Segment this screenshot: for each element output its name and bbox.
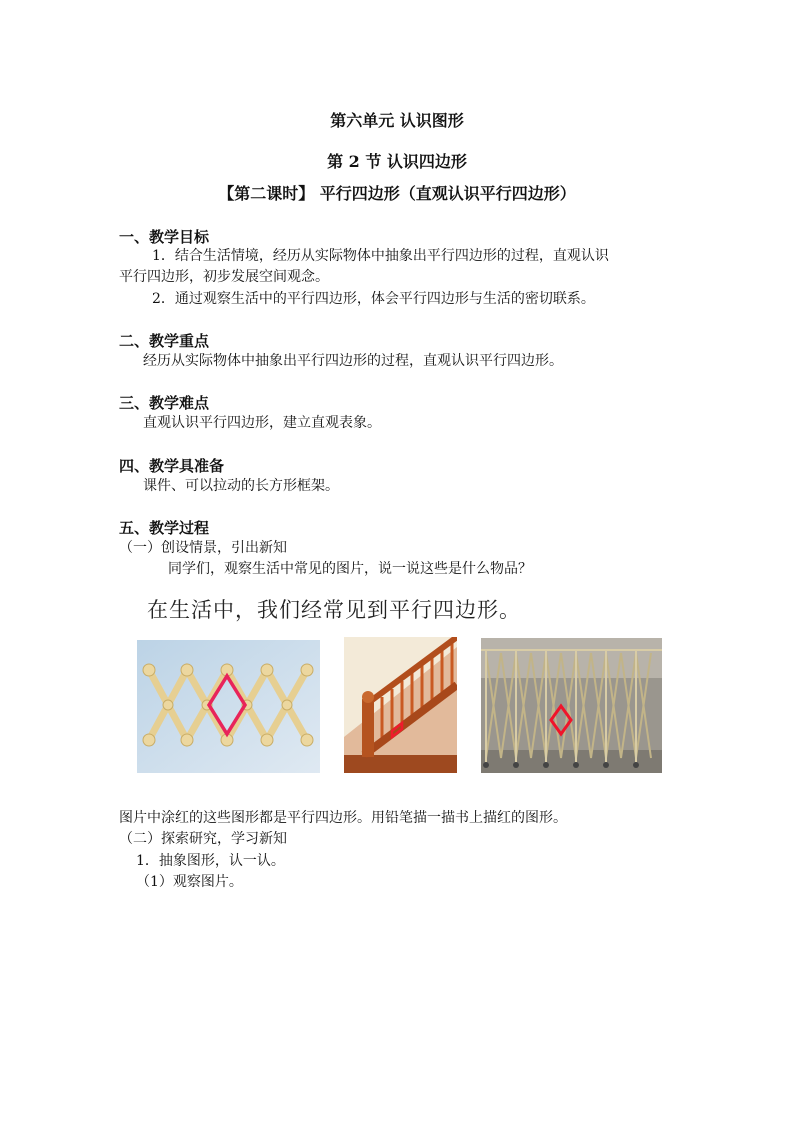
process-question: 同学们，观察生活中常见的图片，说一说这些是什么物品？ [168, 561, 532, 577]
heading-process: 五、教学过程 [119, 519, 210, 537]
substep-1: 1．抽象图形，认一认。 [136, 853, 285, 869]
after-images-text: 图片中涂红的这些图形都是平行四边形。用铅笔描一描书上描红的图形。 [119, 810, 567, 826]
handwritten-caption: 在生活中，我们经常见到平行四边形。 [147, 598, 521, 622]
staircase-drawing [344, 637, 457, 773]
goal-2: 2．通过观察生活中的平行四边形，体会平行四边形与生活的密切联系。 [152, 291, 595, 307]
substep-1-1: （1）观察图片。 [136, 874, 243, 890]
key-points-text: 经历从实际物体中抽象出平行四边形的过程，直观认识平行四边形。 [143, 353, 563, 369]
coat-rack-drawing [137, 640, 320, 773]
process-step-1: （一）创设情景，引出新知 [119, 540, 287, 556]
heading-key-points: 二、教学重点 [119, 332, 210, 350]
staircase-image [344, 637, 457, 773]
materials-text: 课件、可以拉动的长方形框架。 [143, 478, 339, 494]
heading-difficulties: 三、教学难点 [119, 394, 210, 412]
section-title: 第 2 节 认识四边形 [327, 152, 467, 171]
difficulties-text: 直观认识平行四边形，建立直观表象。 [143, 415, 381, 431]
unit-title: 第六单元 认识图形 [330, 111, 464, 130]
lesson-title: 【第二课时】 平行四边形（直观认识平行四边形） [218, 184, 576, 203]
heading-materials: 四、教学具准备 [119, 457, 225, 475]
goal-1-line-1: 1．结合生活情境，经历从实际物体中抽象出平行四边形的过程，直观认识 [152, 248, 609, 264]
heading-teaching-goals: 一、教学目标 [119, 228, 210, 246]
gate-drawing [481, 638, 662, 773]
coat-rack-image [137, 640, 320, 773]
retractable-gate-image [481, 638, 662, 773]
process-step-2: （二）探索研究，学习新知 [119, 831, 287, 847]
goal-1-line-2: 平行四边形，初步发展空间观念。 [119, 269, 329, 285]
